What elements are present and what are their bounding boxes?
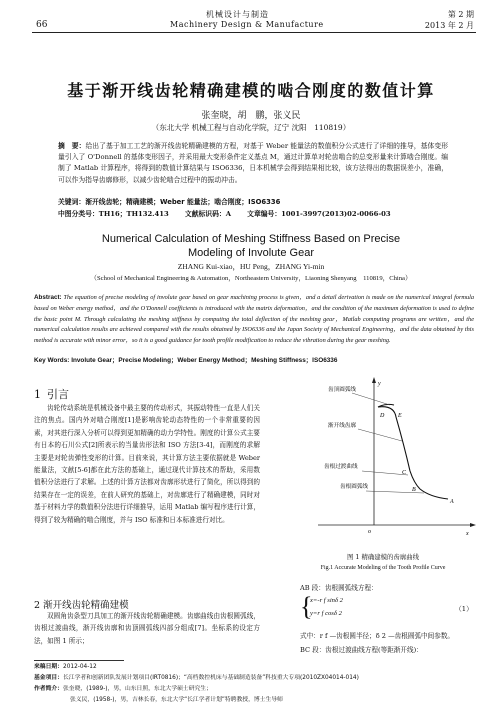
x-axis-arrow <box>470 523 476 527</box>
affiliation-en: （School of Mechanical Engineering & Automation，Northeastern University，Liaoning Shenyang 110819，China） <box>90 275 412 282</box>
tooth-profile-curve <box>378 407 448 499</box>
label-addendum-arc: 齿顶圆弧线 <box>328 387 356 393</box>
keywords-en-label: Key Words: <box>34 357 70 364</box>
label-c: C <box>402 470 407 476</box>
equation-intro: AB 段：齿根圆弧线方程： <box>300 584 378 592</box>
section-1-number: 1 <box>34 388 41 401</box>
abstract-cn-label: 摘 要： <box>58 142 86 150</box>
doc-code-item <box>185 210 231 218</box>
label-y: y <box>378 381 381 387</box>
label-b: B <box>412 487 416 493</box>
equation-brace: { <box>300 592 313 621</box>
clc-label: 中图分类号： <box>58 210 99 218</box>
label-d: D <box>380 413 385 419</box>
section-2-body <box>34 610 260 647</box>
footnote-fund <box>34 673 478 684</box>
abstract-en-label: Abstract: <box>34 294 62 301</box>
section-2-heading <box>34 597 129 611</box>
tooth-profile-figure <box>278 375 478 545</box>
abstract-cn-text: 给出了基于加工工艺的渐开线齿轮精确建模的方程，对基于 Weber 能量法的数值积分公式进行了详细的推导，基体变形量引入了 O'Donnell 的基体变形因子，并采用最大变形条件定义基点 M，通过计算单对轮齿啮合的总变形量来计算啮合刚度。编制了 Matlab 计算程序，将得到的数值计算结果与 ISO6336，日本机械学会得到结果相比较，该方法得出的数据误差小，准确，可以作为指导齿廓修形，以减少齿轮啮合过程中的振动冲击。 <box>58 142 448 184</box>
section-1-title: 引言 <box>47 388 69 401</box>
doc-code-label: 文献标识码： <box>184 210 226 218</box>
received-date: 2012-04-12 <box>63 664 97 670</box>
figure-caption-en: Fig.1 Accurate Modeling of the Tooth Profile Curve <box>320 565 446 571</box>
running-header-bottom <box>0 19 502 33</box>
paragraph: 双圆角齿条型刀具加工的渐开线齿轮精确建模。齿廓曲线由齿根圆弧线，齿根过渡曲线，渐开线齿廓和齿顶圆弧线四部分组成[7]。坐标系的设定方法，如图 1 所示； <box>34 612 260 645</box>
journal-name-cn: 机械设计与制造 <box>206 10 269 19</box>
label-e: E <box>398 413 402 419</box>
article-no-item <box>247 210 390 218</box>
label-x: x <box>466 531 469 537</box>
header-rule <box>32 32 476 33</box>
figure-caption-cn: 图 1 精确建模的齿廓曲线 <box>346 553 420 561</box>
paper-title-en <box>0 232 502 260</box>
label-fillet: 齿根过渡曲线 <box>324 464 358 470</box>
footnote-received <box>34 662 478 673</box>
equation-line-2: y=r f cosδ 2 <box>310 610 342 617</box>
footnote-author2: 张义民，(1958-)，男，吉林长春，东北大学“长江学者计划”特聘教授，博士生导师 <box>70 697 283 703</box>
equation-note: 式中：r f —齿根圆半径；δ 2 —齿根圆弧中间参数。 <box>300 632 455 640</box>
section-1-heading <box>34 386 69 402</box>
article-no-label: 文章编号： <box>247 210 282 218</box>
leader-involute <box>358 429 402 441</box>
keywords-cn-text: 渐开线齿轮；精确建模；Weber 能量法；啮合刚度；ISO6336 <box>85 198 281 206</box>
section-2-number: 2 <box>34 600 41 611</box>
abstract-cn <box>58 141 448 186</box>
received-label: 来稿日期： <box>34 664 63 670</box>
section-1-body <box>34 402 260 526</box>
keywords-cn-label: 关键词： <box>58 198 86 206</box>
keywords-cn <box>58 196 458 206</box>
title-en-line1: Numerical Calculation of Meshing Stiffness Based on Precise <box>101 233 401 245</box>
label-involute: 渐开线齿廓 <box>328 423 356 429</box>
issue-number: 第 2 期 <box>447 10 474 19</box>
equation-number: （1） <box>455 605 473 613</box>
abstract-en <box>34 293 474 347</box>
y-axis-arrow <box>372 377 376 383</box>
page-number: 66 <box>36 20 48 30</box>
equation-next-intro: BC 段：齿根过渡曲线方程(等距渐开线)： <box>300 646 423 654</box>
clc-item <box>58 210 169 218</box>
keywords-en-text: Involute Gear；Precise Modeling；Weber Energy Method；Meshing Stiffness；ISO6336 <box>71 357 338 364</box>
author-bio-label: 作者简介： <box>34 686 63 692</box>
label-a: A <box>450 499 454 505</box>
footnote-rule <box>34 660 124 661</box>
equation-1 <box>300 592 360 623</box>
paper-title-cn: 基于渐开线齿轮精确建模的啮合刚度的数值计算 <box>67 81 435 100</box>
fund-text: 长江学者和创新团队发展计划项目(IRT0816)；“高档数控机床与基础制造装备”科技重大专项(2010ZX04014-014) <box>63 675 359 681</box>
issue-date: 2013 年 2 月 <box>424 21 474 30</box>
classification-line <box>58 208 458 218</box>
fund-label: 基金项目： <box>34 675 63 681</box>
authors-en: ZHANG Kui-xiao，HU Peng，ZHANG Yi-min <box>177 262 325 271</box>
paragraph: 齿轮传动系统是机械设备中最主要的传动形式，其振动特性一直是人们关注的焦点。国内外对啮合刚度[1]是影响齿轮动态特性的一个非常重要的因素，对其进行深入分析可以得到更加精确的动力学特性。刚度的计算公式主要有日本的石川公式[2]所表示的当量齿形法和 ISO 方法[3-4]，而刚度的求解主要是对轮齿弹性变形的计算。目前来说，其计算方法主要依据就是 Weber 能量法，文献[5-6]都在此方法的基础上，通过现代计算技术的帮助，采用数值积分法进行了求解。上述的计算方法都对齿廓形状进行了简化，所以得到的结果存在一定的误差，在前人研究的基础上，对齿廓进行了精确建模，同时对基于材料力学的数值积分法进行详细推导，运用 Matlab 编写程序进行计算，得到了较为精确的啮合刚度，并与 ISO 标准和日本标准进行对比。 <box>34 404 260 524</box>
keywords-en <box>34 355 474 364</box>
section-2-title: 渐开线齿轮精确建模 <box>43 600 129 611</box>
doc-code-value: A <box>225 210 231 218</box>
equation-line-1: x=-r f sinδ 2 <box>310 597 343 604</box>
journal-name-en: Machinery Design & Manufacture <box>170 20 324 29</box>
clc-value: TH16；TH132.413 <box>98 210 169 218</box>
article-no-value: 1001-3997(2013)02-0066-03 <box>281 210 391 218</box>
leader-addendum <box>352 393 390 405</box>
abstract-en-text: The equation of precise modeling of involute gear based on gear machining process is given，and a detail derivation is made on the numerical integral formula based on Weber energy method，and the O'Donnell coefficients is introduced with the matrix deformation，and the condition of the maximum deformation is used to define the basic point M. Through calculating the meshing stiffness by computing the total deflection of the meshing gear，Matlab computing programs are written，and the numerical calculation results are achieved compared with the results obtained by ISO6336 and the Japan Society of Mechanical Engineering，and the data obtained by this method is accurate with minor error，so it is a good guidance for tooth profile modification to reduce the vibration during the gear meshing. <box>34 294 475 345</box>
label-root-arc: 齿根圆弧线 <box>340 484 368 490</box>
label-origin: o <box>368 529 371 535</box>
authors-cn: 张奎晓，胡 鹏，张义民 <box>201 111 301 121</box>
author-bio-1: 张奎晓，(1989-)，男，山东日照，东北大学硕士研究生； <box>63 686 212 692</box>
title-en-line2: Modeling of Involute Gear <box>188 247 314 259</box>
footnote-author1 <box>34 684 478 695</box>
affiliation-cn: （东北大学 机械工程与自动化学院，辽宁 沈阳 110819） <box>151 123 351 132</box>
